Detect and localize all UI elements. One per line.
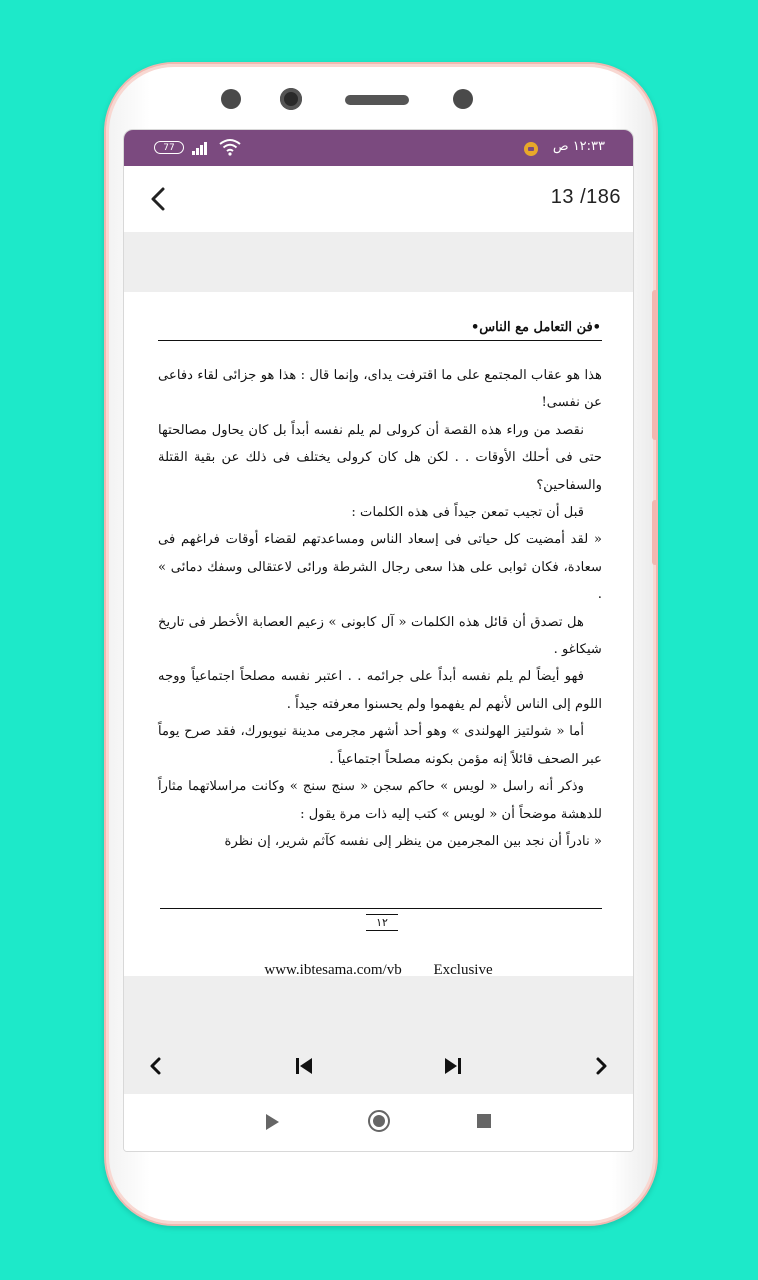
paragraph: وذكر أنه راسل « لويس » حاكم سجن « سنج سنج » وكانت مراسلاتهما مثاراً للدهشة موضحاً أن « لويس » كتب إليه ذات مرة يقول : — [158, 779, 602, 822]
paragraph: قبل أن تجيب تمعن جيداً فى هذه الكلمات : — [351, 505, 584, 521]
system-back-icon[interactable] — [266, 1114, 279, 1130]
paragraph: « لقد أمضيت كل حياتى فى إسعاد الناس ومساعدتهم لقضاء أوقات فراغهم فى سعادة، فكان ثوابى على هذا سعى رجال الشرطة ورائى لاعتقالى وسفك دمائى » . — [158, 532, 602, 603]
page-number: ١٢ — [376, 916, 388, 929]
paragraph: أما « شولتيز الهولندى » وهو أحد أشهر مجرمى مدينة نيويورك، فقد صرح يوماً عبر الصحف قائلاً إنه مؤمن بكونه مصلحاً اجتماعياً . — [158, 724, 602, 767]
header-rule — [158, 340, 602, 341]
paragraph: نقصد من وراء هذه القصة أن كرولى لم يلم نفسه أبداً بل كان يحاول مصالحتها حتى فى أحلك الأوقات . . لكن هل كان كرولى يختلف فى ذلك عن بقية القتلة والسفاحين؟ — [158, 422, 602, 493]
proximity-sensor — [453, 89, 473, 109]
wifi-icon — [219, 138, 241, 156]
footer-site: www.ibtesama.com/vb — [264, 962, 402, 976]
earpiece-speaker — [345, 95, 409, 105]
notification-icon — [524, 142, 538, 156]
paragraph: فهو أيضاً لم يلم نفسه أبداً على جرائمه . . اعتبر نفسه مصلحاً اجتماعياً ووجه اللوم إلى الناس لأنهم لم يفهموا ولم يحسنوا معرفته جيداً . — [158, 669, 602, 712]
running-head: •فن التعامل مع الناس• — [470, 320, 601, 335]
signal-icon — [192, 141, 212, 155]
volume-button — [652, 290, 658, 440]
paragraph: هذا هو عقاب المجتمع على ما اقترفت يداى، وإنما قال : هذا هو جزائى لقاء دفاعى عن نفسى! — [158, 368, 602, 411]
chevron-left-icon[interactable] — [140, 1050, 172, 1082]
system-navigation-bar — [124, 1094, 633, 1151]
screen — [123, 129, 634, 1152]
paragraph: هل تصدق أن قائل هذه الكلمات « آل كابونى » زعيم العصابة الأخطر فى تاريخ شيكاغو . — [158, 614, 602, 658]
page-body — [158, 362, 602, 855]
folio-rule — [366, 914, 398, 915]
system-home-icon[interactable] — [368, 1110, 390, 1132]
status-bar — [124, 130, 633, 166]
power-button — [652, 500, 658, 565]
battery-icon: 77 — [154, 141, 184, 154]
page-gap-top — [124, 232, 633, 292]
skip-previous-icon[interactable] — [288, 1050, 320, 1082]
page-gap-bottom — [124, 976, 633, 1094]
page-counter: 13 /186 — [550, 186, 621, 208]
paragraph: « نادراً أن نجد بين المجرمين من ينظر إلى نفسه كآثم شرير، إن نظرة — [224, 833, 602, 849]
folio-underline — [366, 930, 398, 931]
book-page[interactable] — [124, 292, 633, 976]
back-chevron-icon[interactable] — [144, 184, 174, 214]
sensor-dot — [221, 89, 241, 109]
system-recents-icon[interactable] — [477, 1114, 491, 1128]
footer-rule — [160, 908, 602, 909]
reader-toolbar — [124, 166, 633, 232]
status-time: ١٢:٣٣ ص — [552, 139, 605, 154]
footer-tag: Exclusive — [433, 962, 493, 976]
front-camera — [280, 88, 302, 110]
chevron-right-icon[interactable] — [585, 1050, 617, 1082]
skip-next-icon[interactable] — [437, 1050, 469, 1082]
page-footer — [124, 962, 633, 976]
